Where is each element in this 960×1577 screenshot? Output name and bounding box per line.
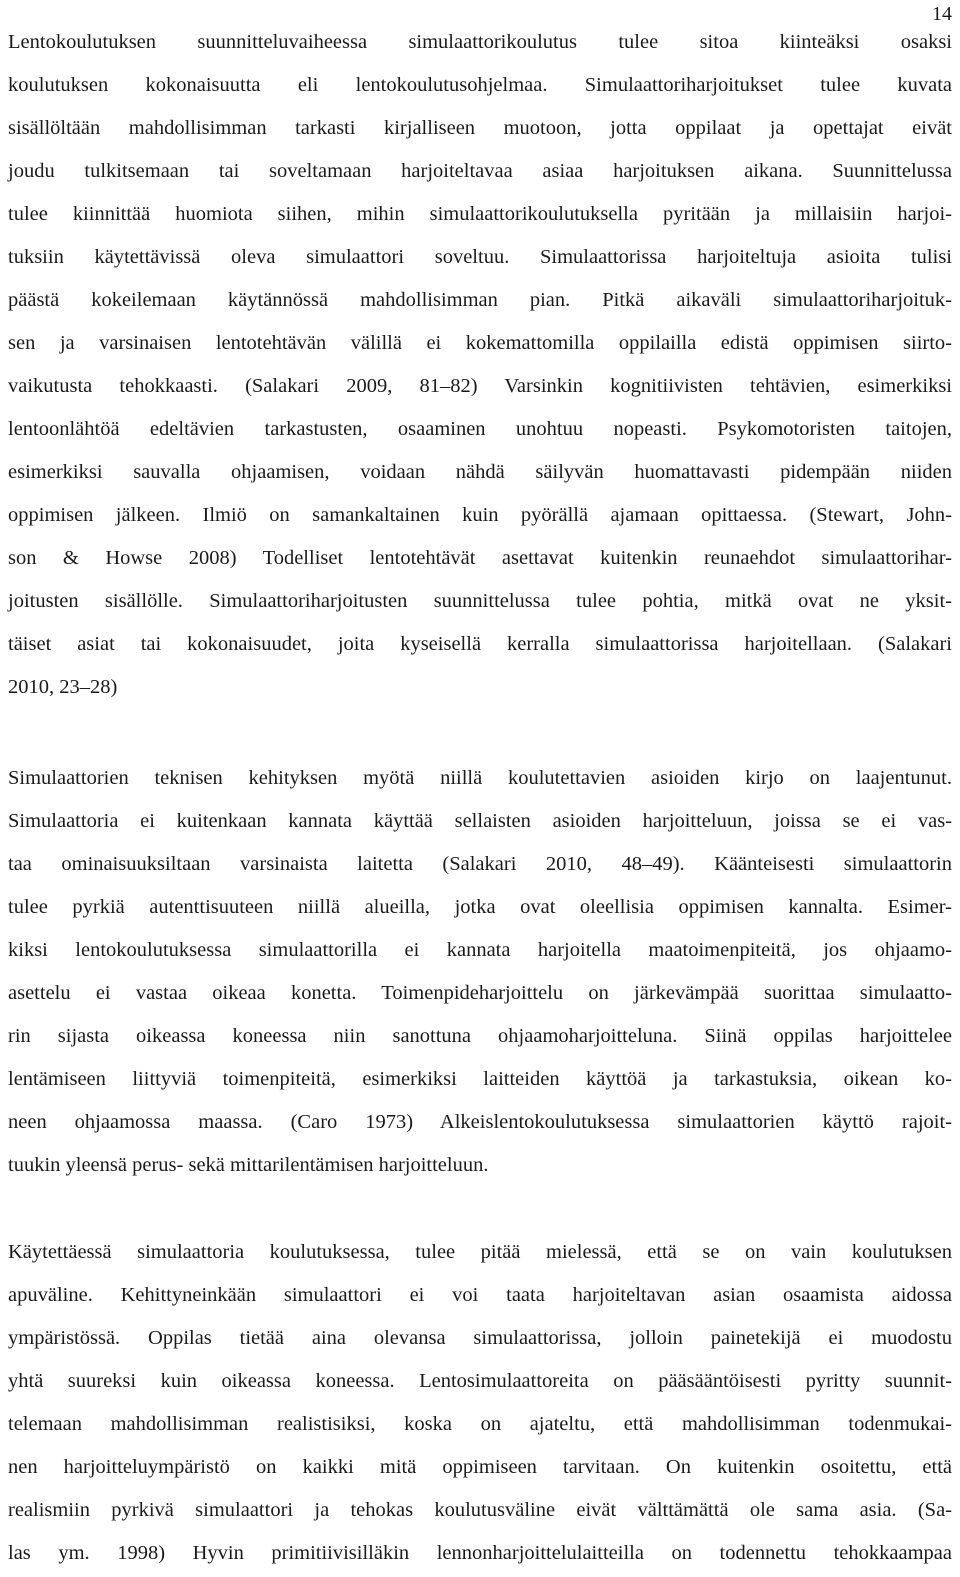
text-line: son & Howse 2008) Todelliset lentotehtävät asettavat kuitenkin reunaehdot simulaattorihar-: [8, 547, 952, 569]
text-line: koulutuksen kokonaisuutta eli lentokoulutusohjelmaa. Simulaattoriharjoitukset tulee kuvata: [8, 74, 952, 96]
text-line: las ym. 1998) Hyvin primitiivisilläkin lennonharjoittelulaitteilla on todennettu tehokkaampaa: [8, 1542, 952, 1564]
text-line: sen ja varsinaisen lentotehtävän välillä ei kokemattomilla oppilailla edistä oppimisen siirto-: [8, 332, 952, 354]
text-line: taa ominaisuuksiltaan varsinaista laitetta (Salakari 2010, 48–49). Käänteisesti simulaattorin: [8, 853, 952, 875]
text-line: realismiin pyrkivä simulaattori ja tehokas koulutusväline eivät välttämättä ole sama asia. (Sa-: [8, 1499, 952, 1521]
text-line: asettelu ei vastaa oikeaa konetta. Toimenpideharjoittelu on järkevämpää suorittaa simulaatto-: [8, 982, 952, 1004]
text-line: ympäristössä. Oppilas tietää aina olevansa simulaattorissa, jolloin painetekijä ei muodostu: [8, 1327, 952, 1349]
text-line: tulee kiinnittää huomiota siihen, mihin simulaattorikoulutuksella pyritään ja millaisiin harjoi-: [8, 203, 952, 225]
text-line: joitusten sisällölle. Simulaattoriharjoitusten suunnittelussa tulee pohtia, mitkä ovat ne yksit-: [8, 590, 952, 612]
text-line: Lentokoulutuksen suunnitteluvaiheessa simulaattorikoulutus tulee sitoa kiinteäksi osaksi: [8, 31, 952, 53]
text-line: sisällöltään mahdollisimman tarkasti kirjalliseen muotoon, jotta oppilaat ja opettajat eivät: [8, 117, 952, 139]
text-line: rin sijasta oikeassa koneessa niin sanottuna ohjaamoharjoitteluna. Siinä oppilas harjoittelee: [8, 1025, 952, 1047]
text-line: vaikutusta tehokkaasti. (Salakari 2009, 81–82) Varsinkin kognitiivisten tehtävien, esimerkiksi: [8, 375, 952, 397]
text-line: nen harjoitteluympäristö on kaikki mitä oppimiseen tarvitaan. On kuitenkin osoitettu, että: [8, 1456, 952, 1478]
text-line: tulee pyrkiä autenttisuuteen niillä alueilla, jotka ovat oleellisia oppimisen kannalta. Esimer-: [8, 896, 952, 918]
text-line: täiset asiat tai kokonaisuudet, joita kyseisellä kerralla simulaattorissa harjoitellaan. (Salakari: [8, 633, 952, 655]
text-line: lentämiseen liittyviä toimenpiteitä, esimerkiksi laitteiden käyttöä ja tarkastuksia, oikean ko-: [8, 1068, 952, 1090]
text-line: lentoonlähtöä edeltävien tarkastusten, osaaminen unohtuu nopeasti. Psykomotoristen taitojen,: [8, 418, 952, 440]
text-line: telemaan mahdollisimman realistisiksi, koska on ajateltu, että mahdollisimman todenmukai-: [8, 1413, 952, 1435]
text-line: tuksiin käytettävissä oleva simulaattori soveltuu. Simulaattorissa harjoiteltuja asioita tulisi: [8, 246, 952, 268]
text-line: oppimisen jälkeen. Ilmiö on samankaltainen kuin pyörällä ajamaan opittaessa. (Stewart, John-: [8, 504, 952, 526]
text-line: kiksi lentokoulutuksessa simulaattorilla ei kannata harjoitella maatoimenpiteitä, jos ohjaamo-: [8, 939, 952, 961]
text-line: Simulaattorien teknisen kehityksen myötä niillä koulutettavien asioiden kirjo on laajentunut.: [8, 767, 952, 789]
text-line: Käytettäessä simulaattoria koulutuksessa, tulee pitää mielessä, että se on vain koulutuksen: [8, 1241, 952, 1263]
text-line: esimerkiksi sauvalla ohjaamisen, voidaan nähdä säilyvän huomattavasti pidempään niiden: [8, 461, 952, 483]
text-line: neen ohjaamossa maassa. (Caro 1973) Alkeislentokoulutuksessa simulaattorien käyttö rajoit-: [8, 1111, 952, 1133]
text-line: tuukin yleensä perus- sekä mittarilentämisen harjoitteluun.: [8, 1154, 489, 1176]
text-line: 2010, 23–28): [8, 676, 118, 698]
text-line: joudu tulkitsemaan tai soveltamaan harjoiteltavaa asiaa harjoituksen aikana. Suunnittelussa: [8, 160, 952, 182]
text-line: Simulaattoria ei kuitenkaan kannata käyttää sellaisten asioiden harjoitteluun, joissa se ei vas-: [8, 810, 952, 832]
text-line: päästä kokeilemaan käytännössä mahdollisimman pian. Pitkä aikaväli simulaattoriharjoituk-: [8, 289, 952, 311]
page-number: 14: [932, 3, 952, 25]
text-line: yhtä suureksi kuin oikeassa koneessa. Lentosimulaattoreita on pääsääntöisesti pyritty suunnit-: [8, 1370, 952, 1392]
text-line: apuväline. Kehittyneinkään simulaattori ei voi taata harjoiteltavan asian osaamista aidossa: [8, 1284, 952, 1306]
